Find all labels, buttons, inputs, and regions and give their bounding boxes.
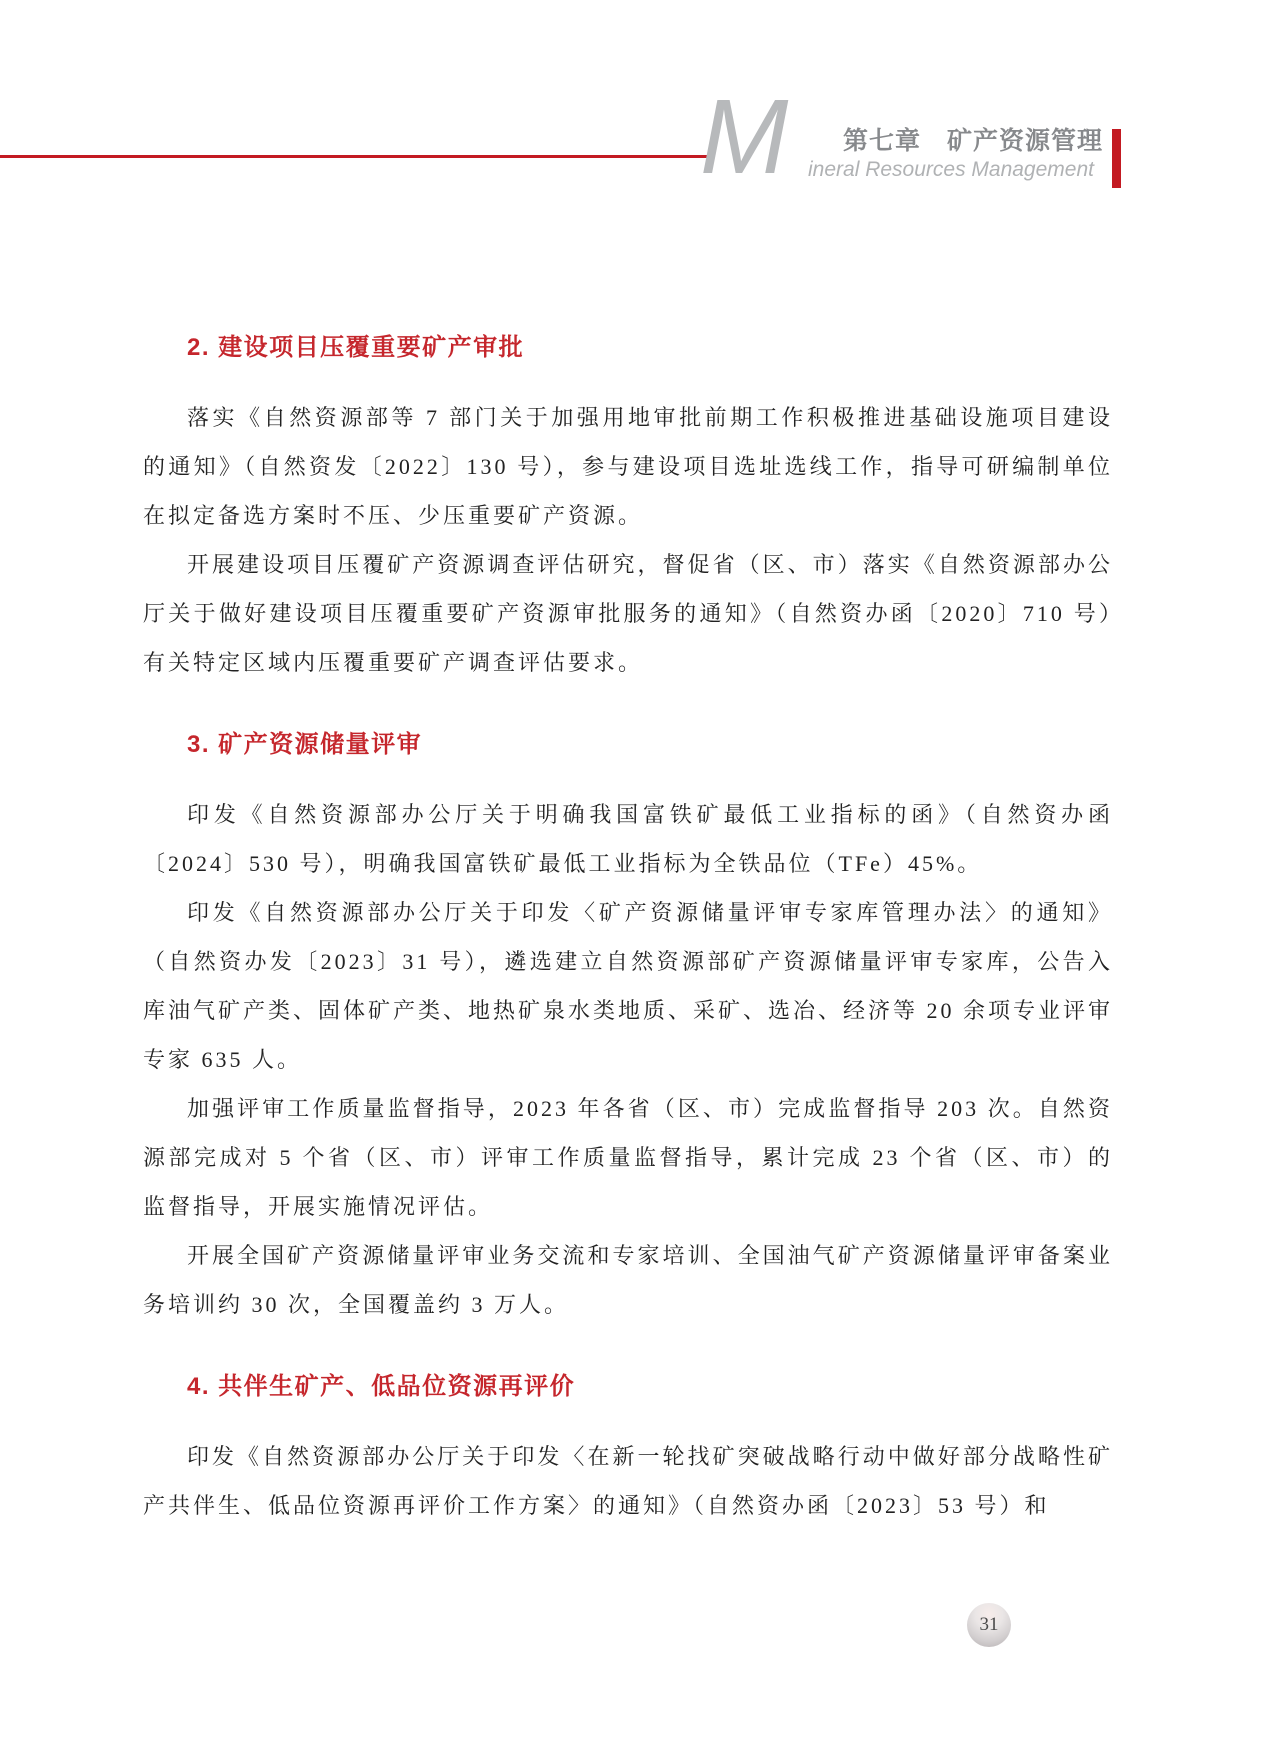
section-heading-3: 3. 矿产资源储量评审 [187, 731, 423, 758]
paragraph: 印发《自然资源部办公厅关于印发〈在新一轮找矿突破战略行动中做好部分战略性矿产共伴生、低品位资源再评价工作方案〉的通知》（自然资办函〔2023〕53 号）和 [143, 1444, 1113, 1518]
paragraph: 开展建设项目压覆矿产资源调查评估研究，督促省（区、市）落实《自然资源部办公厅关于做好建设项目压覆重要矿产资源审批服务的通知》（自然资办函〔2020〕710 号）有关特定区域内压覆重要矿产调查评估要求。 [143, 552, 1113, 675]
paragraph: 开展全国矿产资源储量评审业务交流和专家培训、全国油气矿产资源储量评审备案业务培训约 30 次，全国覆盖约 3 万人。 [143, 1243, 1113, 1317]
chapter-title-cn: 第七章 矿产资源管理 [843, 127, 1104, 155]
page-number: 31 [979, 1614, 999, 1635]
paragraph: 印发《自然资源部办公厅关于明确我国富铁矿最低工业指标的函》（自然资办函〔2024〕530 号），明确我国富铁矿最低工业指标为全铁品位（TFe）45%。 [143, 802, 1113, 876]
header-accent-bar [1112, 129, 1121, 188]
paragraph: 印发《自然资源部办公厅关于印发〈矿产资源储量评审专家库管理办法〉的通知》（自然资办发〔2023〕31 号），遴选建立自然资源部矿产资源储量评审专家库，公告入库油气矿产类、固体矿产类、地热矿泉水类地质、采矿、选冶、经济等 20 余项专业评审专家 635 人。 [143, 900, 1114, 1072]
chapter-drop-cap-letter: M [700, 78, 789, 196]
paragraph: 落实《自然资源部等 7 部门关于加强用地审批前期工作积极推进基础设施项目建设的通知》（自然资发〔2022〕130 号），参与建设项目选址选线工作，指导可研编制单位在拟定备选方案时不压、少压重要矿产资源。 [143, 405, 1113, 528]
page-number-badge [967, 1603, 1011, 1647]
paragraph: 加强评审工作质量监督指导，2023 年各省（区、市）完成监督指导 203 次。自然资源部完成对 5 个省（区、市）评审工作质量监督指导，累计完成 23 个省（区、市）的监督指导，开展实施情况评估。 [143, 1096, 1113, 1219]
page-content [143, 331, 1113, 1530]
section-heading-4: 4. 共伴生矿产、低品位资源再评价 [187, 1373, 576, 1400]
header-rule [0, 155, 714, 158]
chapter-title-en: ineral Resources Management [808, 158, 1094, 181]
section-heading-2: 2. 建设项目压覆重要矿产审批 [187, 334, 525, 361]
